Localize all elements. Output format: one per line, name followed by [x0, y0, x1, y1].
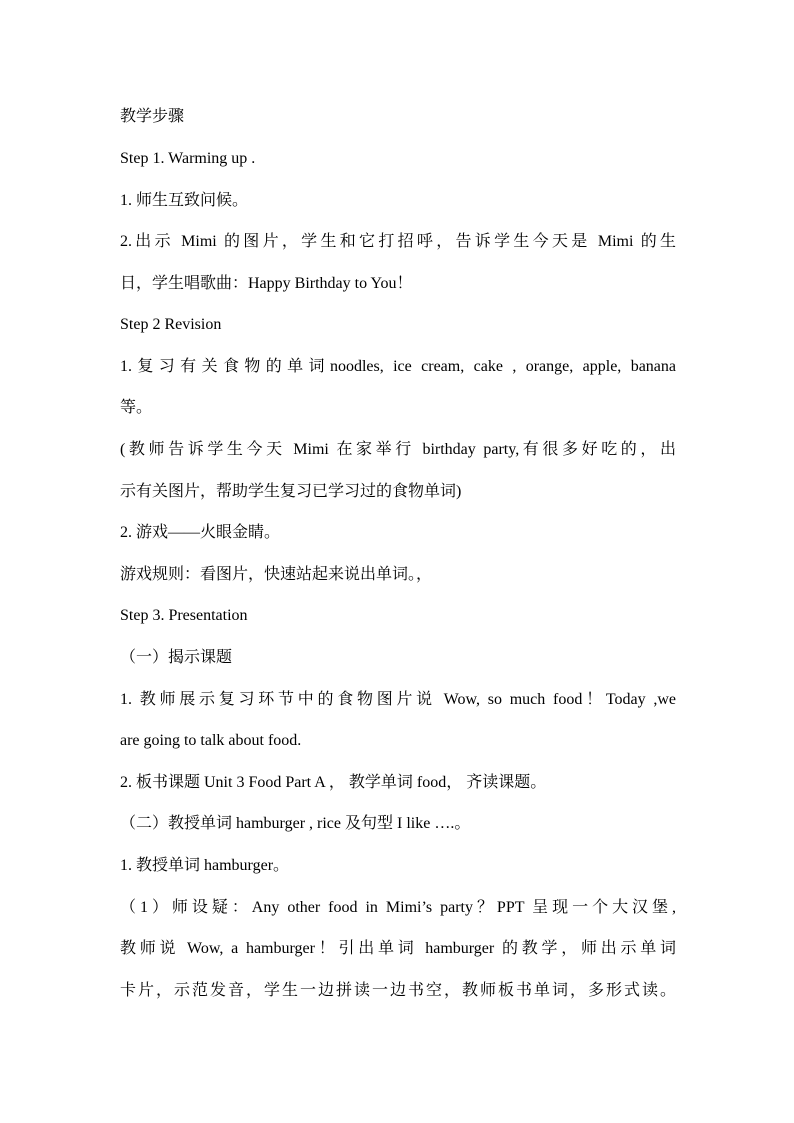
body-line: 2. 板书课题 Unit 3 Food Part A ， 教学单词 food， 齐读课题。 — [120, 774, 547, 791]
body-line: 等。 — [120, 399, 153, 416]
subsection-heading: （二）教授单词 hamburger , rice 及句型 I like ….。 — [120, 815, 471, 832]
body-line: （1）师设疑：Any other food in Mimi’s party？PPT 呈现一个大汉堡, — [120, 899, 676, 916]
body-line: 1. 教师展示复习环节中的食物图片说 Wow, so much food！Today ,we — [120, 691, 676, 708]
body-line: 游戏规则：看图片，快速站起来说出单词。， — [120, 566, 433, 583]
body-line: 卡片，示范发音，学生一边拼读一边书空，教师板书单词，多形式读。 — [120, 982, 676, 999]
body-line: 2.出示 Mimi 的图片，学生和它打招呼，告诉学生今天是 Mimi 的生 — [120, 233, 676, 250]
body-line: 1.复习有关食物的单词noodles, ice cream, cake , orange, apple, banana — [120, 358, 676, 375]
body-line: (教师告诉学生今天 Mimi 在家举行 birthday party,有很多好吃的，出 — [120, 441, 676, 458]
body-line: 日，学生唱歌曲：Happy Birthday to You！ — [120, 275, 413, 292]
body-line: are going to talk about food. — [120, 732, 302, 749]
body-line: 教师说 Wow, a hamburger！引出单词 hamburger 的教学，师出示单词 — [120, 940, 676, 957]
subsection-heading: （一）揭示课题 — [120, 649, 233, 666]
step-heading: Step 2 Revision — [120, 316, 222, 333]
body-line: 2. 游戏——火眼金睛。 — [120, 524, 281, 541]
body-line: 1. 师生互致问候。 — [120, 192, 249, 209]
section-heading: 教学步骤 — [120, 108, 185, 125]
body-line: 示有关图片，帮助学生复习已学习过的食物单词) — [120, 483, 462, 500]
step-heading: Step 1. Warming up . — [120, 150, 256, 167]
step-heading: Step 3. Presentation — [120, 607, 248, 624]
body-line: 1. 教授单词 hamburger。 — [120, 857, 290, 874]
